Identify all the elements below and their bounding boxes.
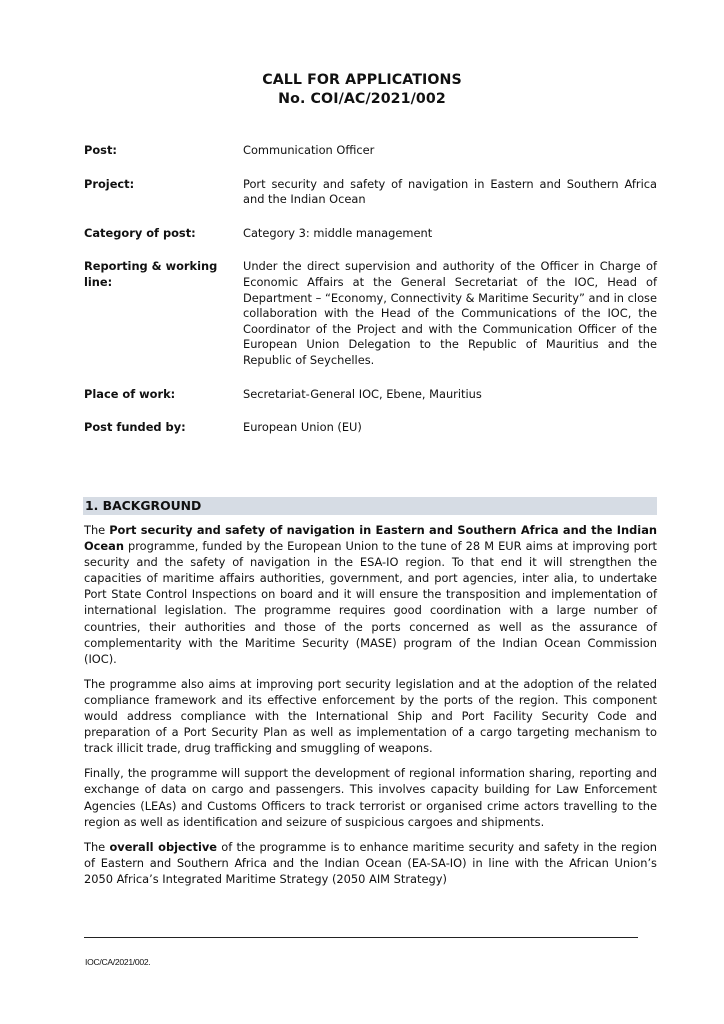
detail-row-funded-by — [84, 420, 657, 436]
section-heading-background — [83, 497, 657, 515]
detail-label: Place of work: — [84, 386, 176, 401]
programme-name-emphasis: Port security and safety of navigation in Eastern and Southern Africa and the Indian Ocean — [84, 523, 657, 554]
detail-label: Reporting & working line: — [84, 259, 218, 289]
footer-reference: IOC/CA/2021/002. — [85, 957, 151, 967]
section-heading-text: 1. BACKGROUND — [85, 498, 202, 513]
paragraph-text: programme, funded by the European Union to the tune of 28 M EUR aims at improving port security and the safety of navigation in the ESA-IO region. To that end it will strengthen the capacities of maritime affairs authorities, government, and port agencies, inter alia, to undertake Port State Control Inspections on board and it will ensure the transposition and implementation of international legislation. The programme requires good coordination with a large number of countries, their authorities and those of the ports concerned as well as the assurance of complementarity with the Maritime Security (MASE) program of the Indian Ocean Commission (IOC). — [84, 539, 657, 666]
detail-row-post — [84, 143, 657, 159]
title-line-call-for-applications: CALL FOR APPLICATIONS — [262, 72, 462, 88]
background-paragraph-1 — [84, 522, 657, 667]
detail-value: Communication Officer — [243, 143, 375, 157]
detail-label: Post: — [84, 143, 117, 157]
footer-divider — [84, 937, 638, 938]
paragraph-text: of the programme is to enhance maritime security and safety in the region of Eastern and Southern Africa and the Indian Ocean (EA-SA-IO) in line with the African Union’s 2050 Africa’s Integrated Maritime Strategy (2050 AIM Strategy) — [84, 839, 658, 886]
background-paragraph-4 — [84, 839, 657, 887]
detail-label: Category of post: — [84, 225, 196, 240]
detail-value: Secretariat-General IOC, Ebene, Mauritius — [243, 386, 482, 401]
detail-row-reporting-line — [84, 259, 657, 368]
detail-label: Project: — [84, 176, 135, 191]
detail-value: European Union (EU) — [243, 420, 362, 435]
background-section-body — [84, 522, 657, 896]
background-paragraph-3: Finally, the programme will support the development of regional information sharing, reporting and exchange of data on cargo and passengers. This involves capacity building for Law Enforcement Agencies (LEAs) and Customs Officers to track terrorist or organised crime actors travelling to the region as well as identification and seizure of suspicious cargoes and shipments. — [84, 766, 657, 829]
title-line-reference-number: No. COI/AC/2021/002 — [278, 91, 446, 107]
background-paragraph-2: The programme also aims at improving port security legislation and at the adoption of the related compliance framework and its effective enforcement by the ports of the region. This component would address compliance with the International Ship and Port Facility Security Code and preparation of a Port Security Plan as well as implementation of a cargo targeting mechanism to track illicit trade, drug trafficking and smuggling of weapons. — [84, 676, 657, 756]
detail-value: Category 3: middle management — [243, 225, 433, 240]
overall-objective-emphasis: overall objective — [109, 839, 218, 854]
post-details — [84, 143, 657, 436]
detail-row-place-of-work — [84, 387, 657, 403]
paragraph-text: The — [84, 839, 110, 854]
paragraph-text: The — [84, 523, 110, 537]
document-title — [0, 71, 724, 109]
detail-label: Post funded by: — [84, 420, 186, 435]
detail-row-project — [84, 177, 657, 208]
detail-value: Port security and safety of navigation in Eastern and Southern Africa and the Indian Ocean — [243, 176, 657, 207]
detail-value: Under the direct supervision and authority of the Officer in Charge of Economic Affairs at the General Secretariat of the IOC, Head of Department – “Economy, Connectivity & Maritime Security” and in close collaboration with the Head of the Communications of the IOC, the Coordinator of the Project and with the Communication Officer of the European Union Delegation to the Republic of Mauritius and the Republic of Seychelles. — [243, 259, 657, 367]
detail-row-category — [84, 226, 657, 242]
